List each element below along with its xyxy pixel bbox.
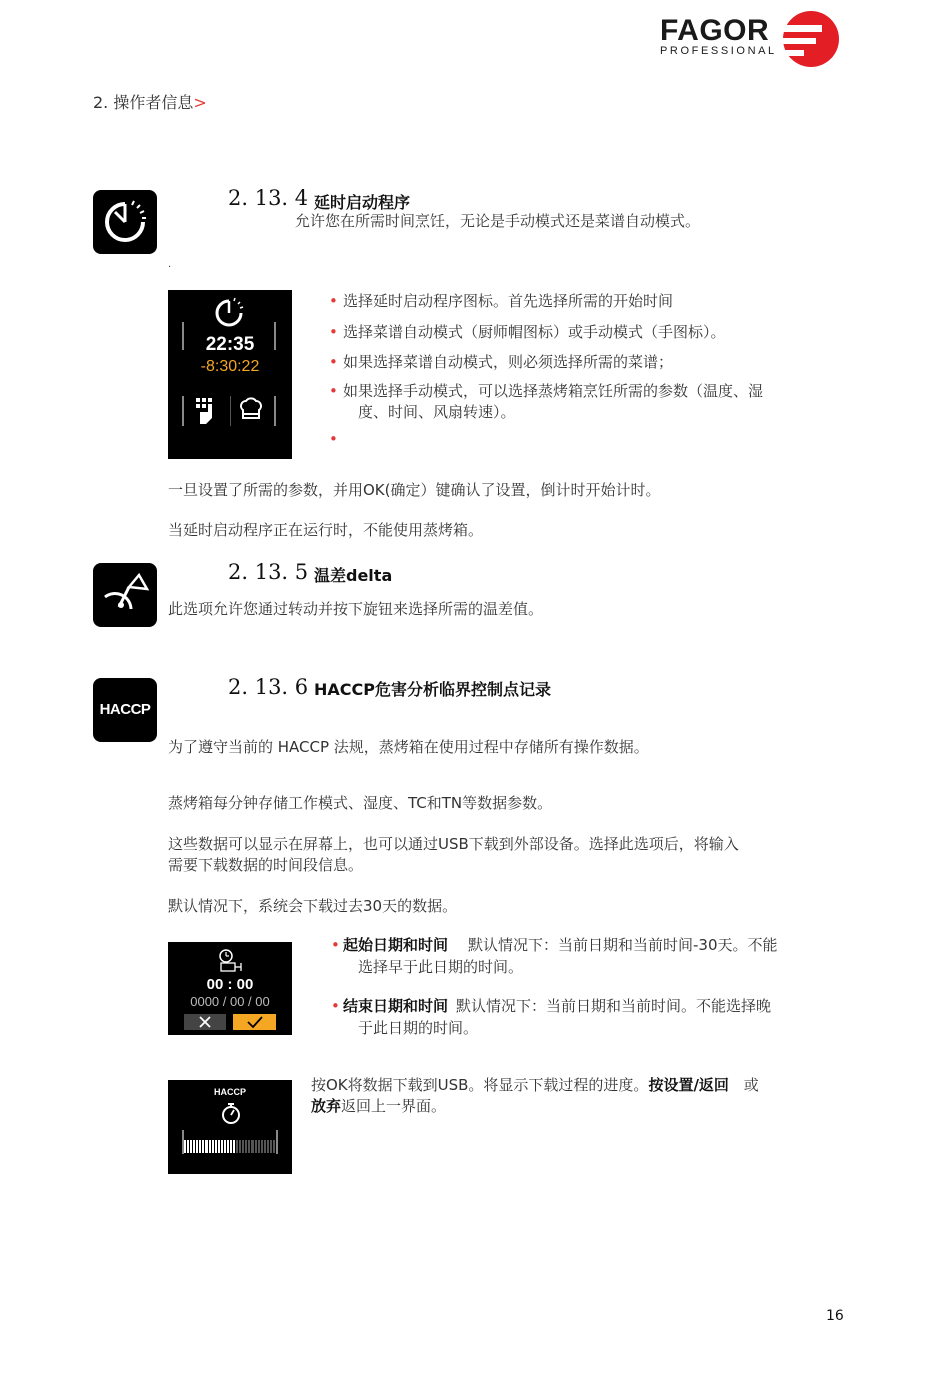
delay-start-screen <box>168 290 292 459</box>
progress-segment <box>196 1140 198 1153</box>
progress-segment <box>239 1140 241 1153</box>
screen-countdown: -8:30:22 <box>200 358 260 375</box>
progress-segment <box>202 1140 204 1153</box>
section-title: 温差delta <box>314 566 393 585</box>
cancel-button[interactable] <box>184 1014 226 1030</box>
progress-segment <box>267 1140 269 1153</box>
progress-segment <box>205 1140 207 1153</box>
paragraph: 当延时启动程序正在运行时，不能使用蒸烤箱。 <box>168 521 484 539</box>
progress-segment <box>215 1140 217 1153</box>
list-item: • 选择延时启动程序图标。首先选择所需的开始时间 <box>329 292 674 310</box>
list-item: • 如果选择手动模式，可以选择蒸烤箱烹饪所需的参数（温度、湿 <box>329 382 764 400</box>
progress-segment <box>218 1140 220 1153</box>
progress-segment <box>242 1140 244 1153</box>
list-item-continuation: 选择早于此日期的时间。 <box>358 958 524 976</box>
progress-bar <box>184 1140 276 1153</box>
progress-segment <box>221 1140 223 1153</box>
paragraph: 这些数据可以显示在屏幕上，也可以通过USB下载到外部设备。选择此选项后，将输入 <box>168 835 739 853</box>
timer-icon <box>212 296 246 330</box>
screen-time: 22:35 <box>205 334 255 355</box>
calendar-clock-icon <box>216 948 242 974</box>
progress-segment <box>199 1140 201 1153</box>
paragraph-continuation: 需要下载数据的时间段信息。 <box>168 856 364 874</box>
divider <box>182 396 184 426</box>
progress-segment <box>193 1140 195 1153</box>
divider <box>276 1130 278 1154</box>
progress-segment <box>190 1140 192 1153</box>
screen-time: 00 : 00 <box>206 976 254 993</box>
breadcrumb-text: 2. 操作者信息 <box>93 93 194 112</box>
list-item-continuation: 于此日期的时间。 <box>358 1019 479 1037</box>
progress-segment <box>187 1140 189 1153</box>
confirm-button[interactable] <box>233 1014 276 1030</box>
download-progress-screen <box>168 1080 292 1174</box>
breadcrumb-arrow: > <box>193 93 207 112</box>
stopwatch-icon <box>220 1102 242 1126</box>
brand-logo-text: FAGOR <box>660 14 770 47</box>
screen-label: HACCP <box>213 1087 246 1097</box>
date-time-screen <box>168 942 292 1035</box>
progress-segment <box>248 1140 250 1153</box>
progress-segment <box>184 1140 186 1153</box>
divider <box>230 396 231 426</box>
check-icon <box>233 1014 276 1030</box>
progress-segment <box>230 1140 232 1153</box>
list-item: • 起始日期和时间 默认情况下：当前日期和当前时间-30天。不能 <box>331 936 778 954</box>
progress-segment <box>233 1140 235 1153</box>
paragraph: 默认情况下，系统会下载过去30天的数据。 <box>168 897 458 915</box>
paragraph: 按OK将数据下载到USB。将显示下载过程的进度。按设置/返回 或 <box>311 1076 759 1094</box>
fagor-logo-icon <box>782 10 840 68</box>
page-number: 16 <box>826 1308 844 1324</box>
chef-hat-icon <box>238 396 264 424</box>
progress-segment <box>212 1140 214 1153</box>
breadcrumb <box>93 90 207 113</box>
paragraph-continuation: 放弃返回上一界面。 <box>311 1097 447 1115</box>
progress-segment <box>236 1140 238 1153</box>
progress-segment <box>273 1140 275 1153</box>
progress-segment <box>209 1140 211 1153</box>
progress-segment <box>270 1140 272 1153</box>
progress-segment <box>245 1140 247 1153</box>
list-item: • 结束日期和时间 默认情况下：当前日期和当前时间。不能选择晚 <box>331 997 772 1015</box>
progress-segment <box>224 1140 226 1153</box>
section-intro: 允许您在所需时间烹饪，无论是手动模式还是菜谱自动模式。 <box>295 212 701 230</box>
section-number: 2. 13. 4 <box>228 186 309 210</box>
delta-temperature-icon <box>93 563 157 627</box>
paragraph: 蒸烤箱每分钟存储工作模式、湿度、TC和TN等数据参数。 <box>168 794 553 812</box>
section-title: 延时启动程序 <box>314 193 411 212</box>
stray-dot: . <box>168 259 172 270</box>
haccp-icon <box>93 678 157 742</box>
paragraph: 为了遵守当前的 HACCP 法规，蒸烤箱在使用过程中存储所有操作数据。 <box>168 738 649 756</box>
haccp-icon-label: HACCP <box>99 701 151 718</box>
divider <box>274 396 276 426</box>
delayed-start-icon <box>93 190 157 254</box>
screen-date: 0000 / 00 / 00 <box>190 994 270 1009</box>
section-number: 2. 13. 5 <box>228 560 309 584</box>
progress-segment <box>255 1140 257 1153</box>
close-icon <box>184 1014 226 1030</box>
section-number: 2. 13. 6 <box>228 675 309 699</box>
paragraph: 一旦设置了所需的参数，并用OK(确定）键确认了设置，倒计时开始计时。 <box>168 481 661 499</box>
progress-segment <box>227 1140 229 1153</box>
list-item-continuation: 度、时间、风扇转速）。 <box>358 403 516 421</box>
section-title: HACCP危害分析临界控制点记录 <box>314 680 551 699</box>
paragraph: 此选项允许您通过转动并按下旋钮来选择所需的温差值。 <box>168 600 544 618</box>
brand-logo-subtitle: PROFESSIONAL <box>660 45 777 57</box>
list-item: • 如果选择菜谱自动模式，则必须选择所需的菜谱； <box>329 353 674 371</box>
progress-segment <box>258 1140 260 1153</box>
progress-segment <box>264 1140 266 1153</box>
progress-segment <box>261 1140 263 1153</box>
list-item: • 选择菜谱自动模式（厨师帽图标）或手动模式（手图标）。 <box>329 323 726 341</box>
hand-icon <box>194 396 218 426</box>
progress-segment <box>251 1140 253 1153</box>
